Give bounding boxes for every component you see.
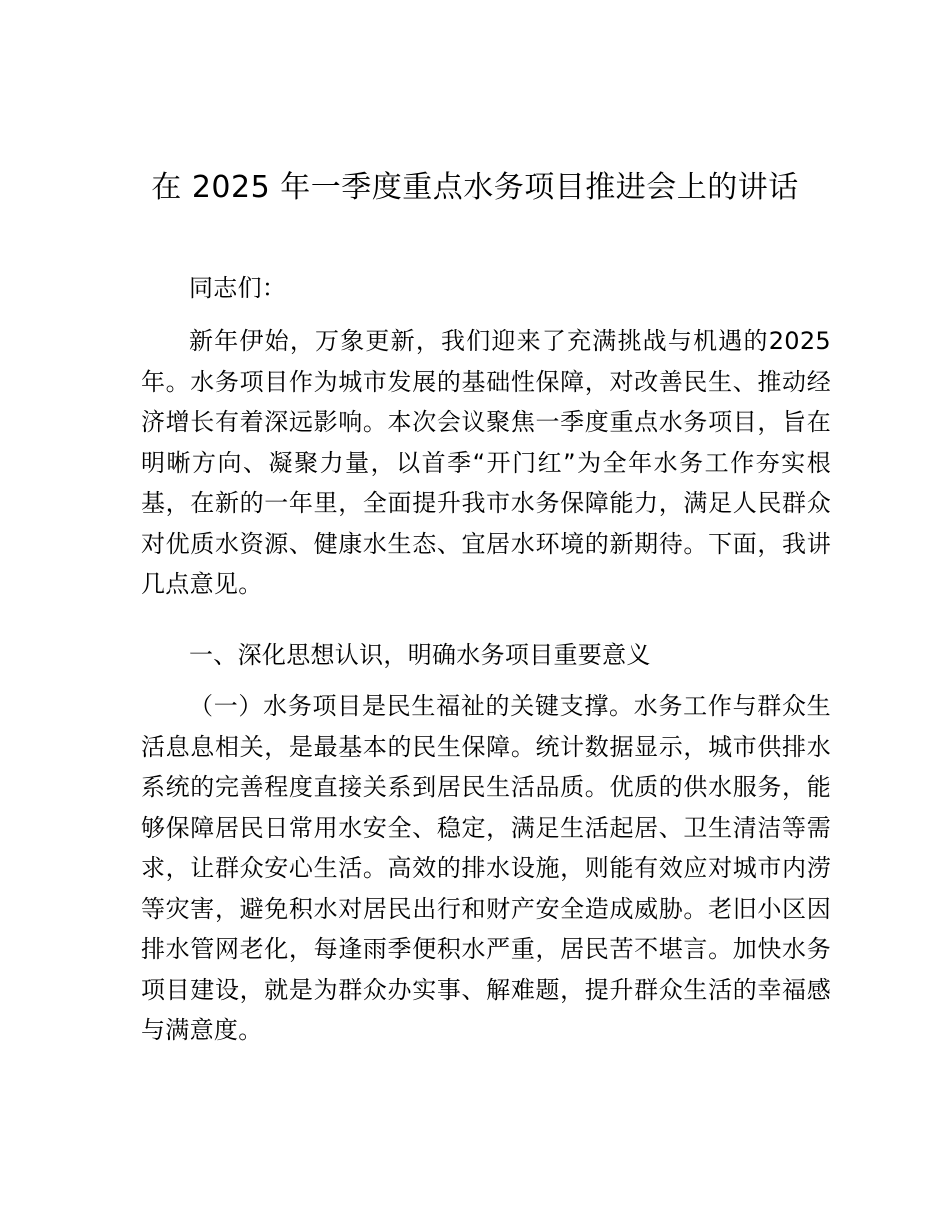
body-paragraph: （一）水务项目是民生福祉的关键支撑。水务工作与群众生活息息相关，是最基本的民生保障。统计数据显示，城市供排水系统的完善程度直接关系到居民生活品质。优质的供水服务，能够保障居民日常用水安全、稳定，满足生活起居、卫生清洁等需求，让群众安心生活。高效的排水设施，则能有效应对城市内涝等灾害，避免积水对居民出行和财产安全造成威胁。老旧小区因排水管网老化，每逢雨季便积水严重，居民苦不堪言。加快水务项目建设，就是为群众办实事、解难题，提升群众生活的幸福感与满意度。 xyxy=(141,692,831,1044)
opening-paragraph: 新年伊始，万象更新，我们迎来了充满挑战与机遇的2025 年。水务项目作为城市发展的基础性保障，对改善民生、推动经济增长有着深远影响。本次会议聚焦一季度重点水务项目，旨在明晰方向、凝聚力量，以首季“开门红”为全年水务工作夯实根基，在新的一年里，全面提升我市水务保障能力，满足人民群众对优质水资源、健康水生态、宜居水环境的新期待。下面，我讲几点意见。 xyxy=(141,327,831,598)
section-heading: 一、深化思想认识，明确水务项目重要意义 xyxy=(189,641,651,669)
document-title: 在 2025 年一季度重点水务项目推进会上的讲话 xyxy=(151,170,799,205)
salutation: 同志们： xyxy=(189,274,287,302)
